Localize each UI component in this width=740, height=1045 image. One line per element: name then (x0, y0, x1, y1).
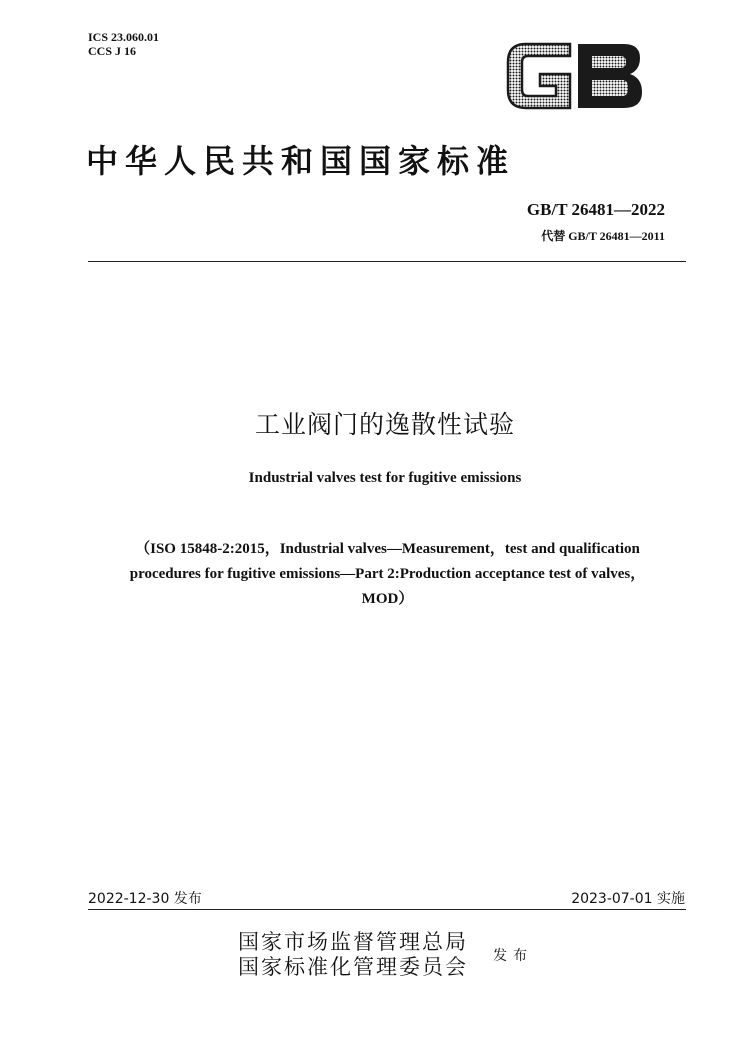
issuing-authorities (238, 930, 468, 980)
ics-code: ICS 23.060.01 (88, 30, 160, 44)
top-divider (88, 261, 686, 262)
gb-logo (500, 38, 646, 114)
implementation-date: 2023-07-01 实施 (571, 891, 685, 907)
bottom-divider (88, 909, 686, 910)
document-title-english: Industrial valves test for fugitive emissions (248, 470, 522, 486)
issuer-samr: 国家市场监督管理总局 (238, 930, 468, 954)
issuer-sac: 国家标准化管理委员会 (238, 955, 468, 979)
issue-date: 2022-12-30 发布 (88, 891, 202, 907)
standard-type-title: 中华人民共和国国家标准 (86, 142, 516, 180)
adoption-statement: （ISO 15848-2:2015，Industrial valves—Measurement，test and qualification procedures for fugitive emissions—Part 2:Production acceptance test of valves，MOD） (129, 541, 646, 607)
replaced-standard: 代替 GB/T 26481—2011 (541, 229, 665, 243)
publish-label: 发布 (493, 948, 533, 964)
gb-logo-graphic (500, 38, 646, 114)
document-title-chinese: 工业阀门的逸散性试验 (254, 410, 515, 439)
ccs-code: CCS J 16 (88, 44, 137, 58)
classification-codes (88, 30, 159, 58)
standard-number: GB/T 26481—2022 (526, 200, 665, 219)
